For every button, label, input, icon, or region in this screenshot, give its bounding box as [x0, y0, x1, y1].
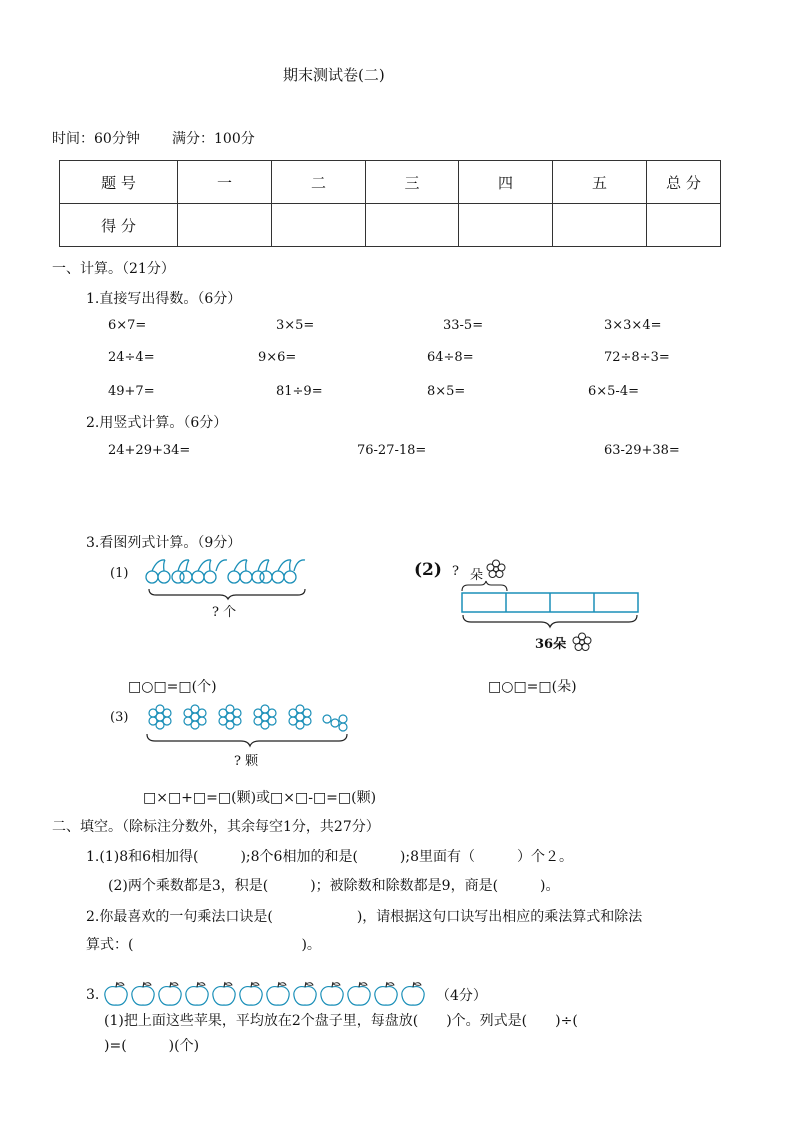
q3-part2-formula: □○□=□(朵) — [488, 679, 577, 695]
brace-icon — [148, 588, 308, 600]
score-cell-1[interactable] — [178, 204, 272, 247]
apple-icon — [321, 982, 343, 1005]
segment-bar — [461, 592, 641, 614]
apple-icon — [267, 982, 289, 1005]
calc-item: 33-5= — [443, 318, 484, 333]
s2-q2-line2: 算式：( )。 — [86, 937, 321, 953]
apple-icon — [213, 982, 235, 1005]
q3-part2-label: (2) — [414, 560, 442, 580]
vertical-calc-item: 63-29+38= — [604, 443, 680, 458]
q3-part1-label: (1) — [110, 566, 129, 581]
vertical-calc-item: 76-27-18= — [357, 443, 427, 458]
vertical-calc-item: 24+29+34= — [108, 443, 191, 458]
apple-icon — [186, 982, 208, 1005]
s2-q1-line2: (2)两个乘数都是3，积是( )；被除数和除数都是9，商是( )。 — [108, 878, 560, 894]
cherry-icon — [146, 560, 305, 583]
header-cell-total: 总 分 — [647, 161, 721, 204]
header-cell-2: 二 — [272, 161, 366, 204]
calc-item: 3×3×4= — [604, 318, 662, 333]
score-cell-3[interactable] — [366, 204, 459, 247]
apples-illustration — [104, 981, 434, 1007]
q3-part2-question: ? — [452, 564, 459, 579]
score-cell-4[interactable] — [459, 204, 553, 247]
q3-part3-label: (3) — [110, 710, 129, 725]
score-cell-5[interactable] — [553, 204, 647, 247]
exam-full-score: 满分：100分 — [172, 131, 255, 147]
header-cell-5: 五 — [553, 161, 647, 204]
flower-icon — [486, 559, 506, 579]
calc-item: 81÷9= — [276, 384, 323, 399]
score-table-header-row — [60, 161, 721, 204]
beads-illustration — [145, 702, 355, 734]
header-cell-3: 三 — [366, 161, 459, 204]
s2-q3-line1: (1)把上面这些苹果，平均放在2个盘子里，每盘放( )个。列式是( )÷( — [104, 1013, 578, 1029]
score-cell-2[interactable] — [272, 204, 366, 247]
calc-item: 64÷8= — [427, 350, 474, 365]
top-brace-icon — [461, 580, 511, 592]
cherries-illustration — [145, 557, 305, 587]
apple-icon — [375, 982, 397, 1005]
s2-q3-label: 3. — [86, 987, 100, 1003]
q3-part3-formula: □×□+□=□(颗)或□×□-□=□(颗) — [143, 790, 377, 806]
brace-icon — [146, 733, 356, 747]
apple-icon — [240, 982, 262, 1005]
q3-label: 3.看图列式计算。（9分） — [86, 535, 242, 551]
score-table — [59, 160, 721, 247]
q2-label: 2.用竖式计算。（6分） — [86, 415, 228, 431]
section1-heading: 一、计算。（21分） — [52, 261, 175, 277]
q3-part1-formula: □○□=□(个) — [128, 679, 217, 695]
q3-part2-total: 36朵 — [535, 637, 567, 652]
apple-icon — [348, 982, 370, 1005]
apple-icon — [402, 982, 424, 1005]
apple-icon — [105, 982, 127, 1005]
calc-item: 72÷8÷3= — [604, 350, 670, 365]
score-cell-total[interactable] — [647, 204, 721, 247]
section2-heading: 二、填空。（除标注分数外，其余每空1分，共27分） — [52, 819, 380, 835]
q3-part1-caption: ? 个 — [212, 605, 237, 620]
page-title: 期末测试卷(二) — [283, 66, 385, 84]
s2-q3-line2: )=( )(个) — [104, 1038, 200, 1054]
calc-item: 3×5= — [276, 318, 315, 333]
header-cell-1: 一 — [178, 161, 272, 204]
calc-item: 49+7= — [108, 384, 155, 399]
bottom-brace-icon — [461, 614, 641, 628]
bead-cluster-icon — [289, 705, 311, 729]
calc-item: 8×5= — [427, 384, 466, 399]
calc-item: 9×6= — [258, 350, 297, 365]
calc-item: 24÷4= — [108, 350, 155, 365]
calc-item: 6×7= — [108, 318, 147, 333]
q3-part2-unit: 朵 — [470, 568, 484, 583]
exam-time: 时间：60分钟 — [52, 131, 140, 147]
bead-cluster-icon — [219, 705, 241, 729]
flower-icon — [572, 632, 592, 652]
apple-icon — [132, 982, 154, 1005]
score-row-label: 得 分 — [60, 204, 178, 247]
q3-part3-caption: ? 颗 — [234, 754, 259, 769]
s2-q1-line1: 1.(1)8和6相加得( );8个6相加的和是( );8里面有（ ）个２。 — [86, 849, 574, 865]
header-cell-question: 题 号 — [60, 161, 178, 204]
s2-q3-points: （4分） — [436, 988, 487, 1004]
header-cell-4: 四 — [459, 161, 553, 204]
apple-icon — [294, 982, 316, 1005]
calc-item: 6×5-4= — [588, 384, 639, 399]
q1-label: 1.直接写出得数。（6分） — [86, 291, 242, 307]
apple-icon — [159, 982, 181, 1005]
bead-cluster-icon — [184, 705, 206, 729]
bead-cluster-icon — [254, 705, 276, 729]
score-table-score-row — [60, 204, 721, 247]
extra-beads-icon — [323, 715, 347, 731]
s2-q2-line1: 2.你最喜欢的一句乘法口诀是( )，请根据这句口诀写出相应的乘法算式和除法 — [86, 909, 643, 925]
bead-cluster-icon — [149, 705, 171, 729]
